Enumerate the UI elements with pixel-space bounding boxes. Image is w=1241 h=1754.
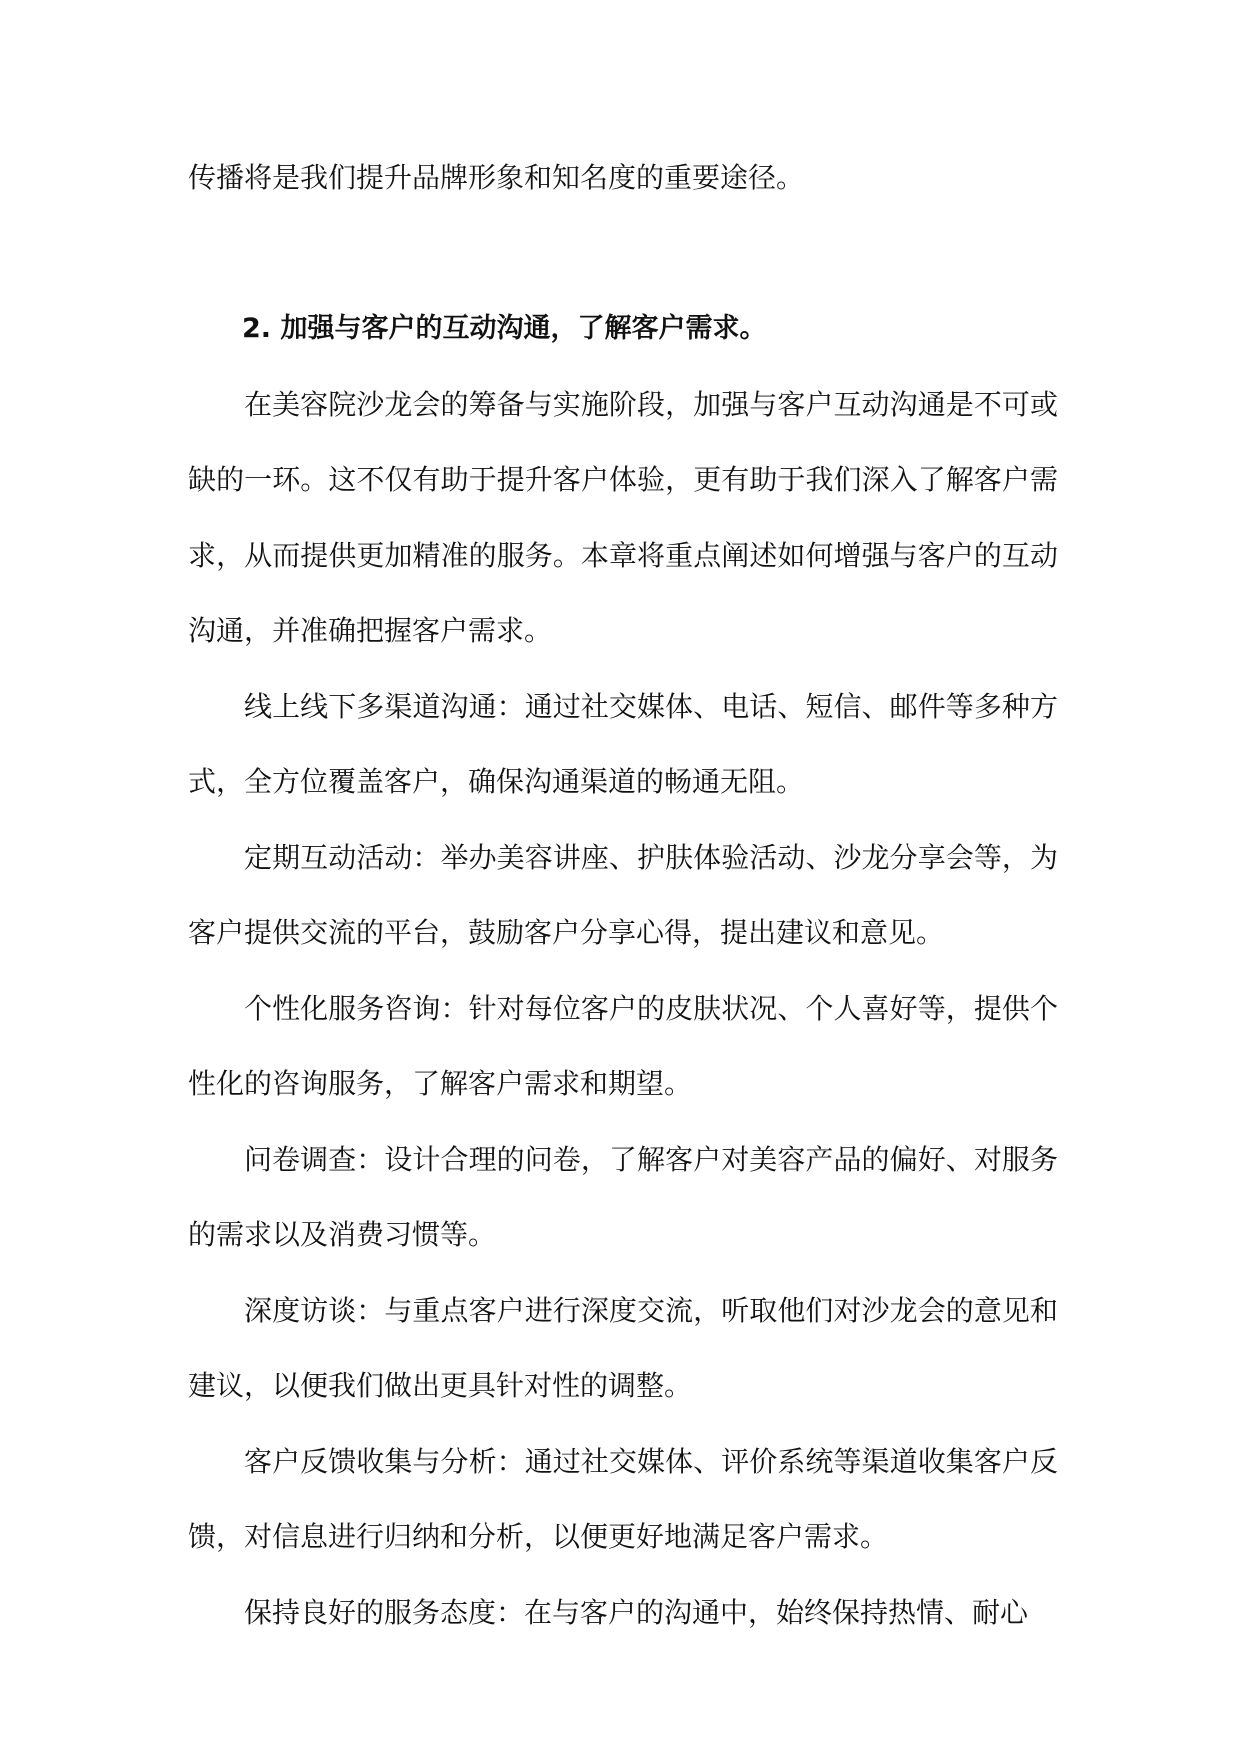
paragraph-regular-activities: 定期互动活动：举办美容讲座、护肤体验活动、沙龙分享会等，为客户提供交流的平台，鼓励客户分享心得，提出建议和意见。 — [188, 840, 1058, 949]
paragraph-multichannel: 线上线下多渠道沟通：通过社交媒体、电话、短信、邮件等多种方式，全方位覆盖客户，确保沟通渠道的畅通无阻。 — [188, 689, 1058, 798]
paragraph-intro: 在美容院沙龙会的筹备与实施阶段，加强与客户互动沟通是不可或缺的一环。这不仅有助于提升客户体验，更有助于我们深入了解客户需求，从而提供更加精准的服务。本章将重点阐述如何增强与客户的互动沟通，并准确把握客户需求。 — [188, 387, 1058, 647]
paragraph-continued: 传播将是我们提升品牌形象和知名度的重要途径。 — [188, 161, 805, 194]
section-heading: 2. 加强与客户的互动沟通，了解客户需求。 — [242, 313, 767, 344]
paragraph-feedback: 客户反馈收集与分析：通过社交媒体、评价系统等渠道收集客户反馈，对信息进行归纳和分析，以便更好地满足客户需求。 — [188, 1444, 1058, 1553]
paragraph-interviews: 深度访谈：与重点客户进行深度交流，听取他们对沙龙会的意见和建议，以便我们做出更具针对性的调整。 — [188, 1293, 1058, 1402]
paragraph-spacer — [188, 216, 1058, 292]
document-body — [188, 140, 1058, 1650]
paragraph-questionnaire: 问卷调查：设计合理的问卷，了解客户对美容产品的偏好、对服务的需求以及消费习惯等。 — [188, 1142, 1058, 1251]
paragraph-service-attitude: 保持良好的服务态度：在与客户的沟通中，始终保持热情、耐心 — [244, 1595, 1029, 1629]
paragraph-personalized-consulting: 个性化服务咨询：针对每位客户的皮肤状况、个人喜好等，提供个性化的咨询服务，了解客户需求和期望。 — [188, 991, 1058, 1100]
